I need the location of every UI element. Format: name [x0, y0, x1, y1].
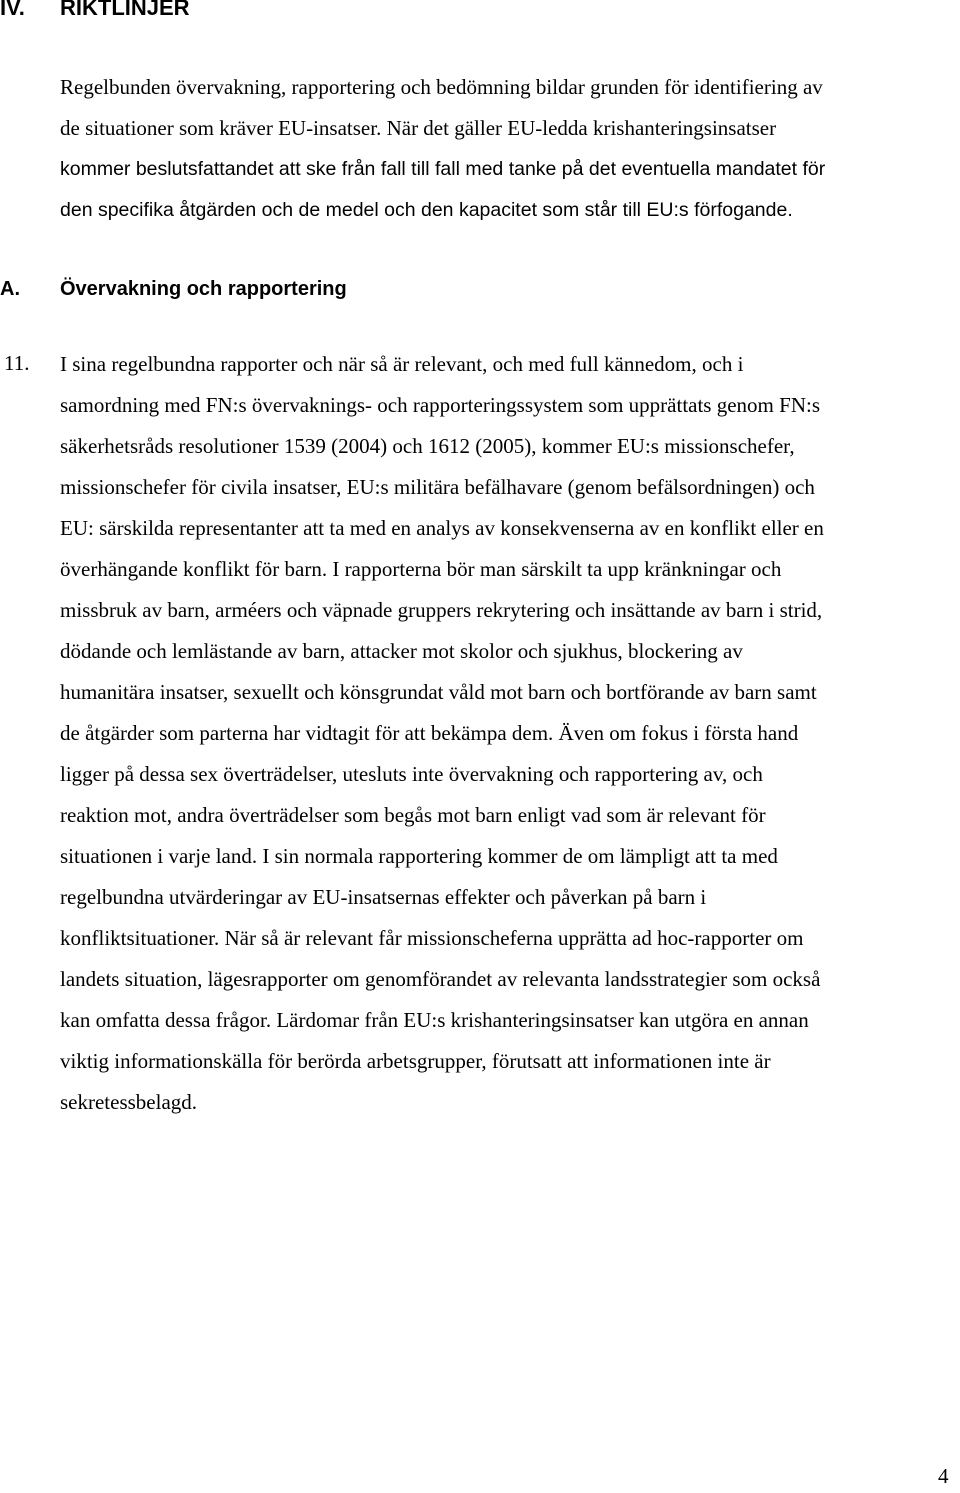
paragraph-line: de åtgärder som parterna har vidtagit för att bekämpa dem. Även om fokus i första hand: [60, 721, 799, 745]
intro-line: Regelbunden övervakning, rapportering och bedömning bildar grunden för identifiering av: [60, 75, 823, 99]
paragraph-line: missbruk av barn, arméers och väpnade gruppers rekrytering och insättande av barn i strid,: [60, 598, 823, 622]
paragraph-line: EU: särskilda representanter att ta med en analys av konsekvenserna av en konflikt eller en: [60, 516, 824, 540]
paragraph-line: humanitära insatser, sexuellt och könsgrundat våld mot barn och bortförande av barn samt: [60, 680, 817, 704]
paragraph-line: säkerhetsråds resolutioner 1539 (2004) och 1612 (2005), kommer EU:s missionschefer,: [60, 434, 795, 458]
paragraph-line: dödande och lemlästande av barn, attacker mot skolor och sjukhus, blockering av: [60, 639, 743, 663]
section-heading: [0, 0, 190, 22]
paragraph-line: reaktion mot, andra överträdelser som begås mot barn enligt vad som är relevant för: [60, 803, 766, 827]
paragraph-line: samordning med FN:s övervaknings- och rapporteringssystem som upprättats genom FN:s: [60, 393, 820, 417]
paragraph-11: [60, 344, 940, 1123]
subsection-heading: [0, 274, 347, 304]
paragraph-line: regelbundna utvärderingar av EU-insatsernas effekter och påverkan på barn i: [60, 885, 707, 909]
paragraph-line: konfliktsituationer. När så är relevant får missionscheferna upprätta ad hoc-rapporter om: [60, 926, 804, 950]
paragraph-line: ligger på dessa sex överträdelser, utesluts inte övervakning och rapportering av, och: [60, 762, 763, 786]
paragraph-line: sekretessbelagd.: [60, 1090, 198, 1114]
paragraph-line: situationen i varje land. I sin normala rapportering kommer de om lämpligt att ta med: [60, 844, 778, 868]
intro-line: den specifika åtgärden och de medel och den kapacitet som står till EU:s förfogande.: [60, 199, 793, 221]
page-number: 4: [938, 1464, 949, 1488]
paragraph-line: viktig informationskälla för berörda arbetsgrupper, förutsatt att informationen inte är: [60, 1049, 771, 1073]
paragraph-line: missionschefer för civila insatser, EU:s militära befälhavare (genom befälsordningen) och: [60, 475, 815, 499]
paragraph-line: landets situation, lägesrapporter om genomförandet av relevanta landsstrategier som också: [60, 967, 821, 991]
intro-line: de situationer som kräver EU-insatser. När det gäller EU-ledda krishanteringsinsatser: [60, 116, 777, 140]
section-number: IV.: [0, 0, 25, 20]
paragraph-number: 11.: [4, 351, 30, 375]
intro-line: kommer beslutsfattandet att ske från fall till fall med tanke på det eventuella mandatet för: [60, 158, 826, 180]
subsection-title: Övervakning och rapportering: [60, 278, 347, 300]
subsection-letter: A.: [0, 278, 20, 300]
intro-paragraph: [60, 67, 930, 231]
paragraph-line: överhängande konflikt för barn. I rapporterna bör man särskilt ta upp kränkningar och: [60, 557, 782, 581]
paragraph-line: kan omfatta dessa frågor. Lärdomar från EU:s krishanteringsinsatser kan utgöra en annan: [60, 1008, 809, 1032]
paragraph-line: I sina regelbundna rapporter och när så är relevant, och med full kännedom, och i: [60, 352, 744, 376]
section-title: RIKTLINJER: [60, 0, 190, 20]
